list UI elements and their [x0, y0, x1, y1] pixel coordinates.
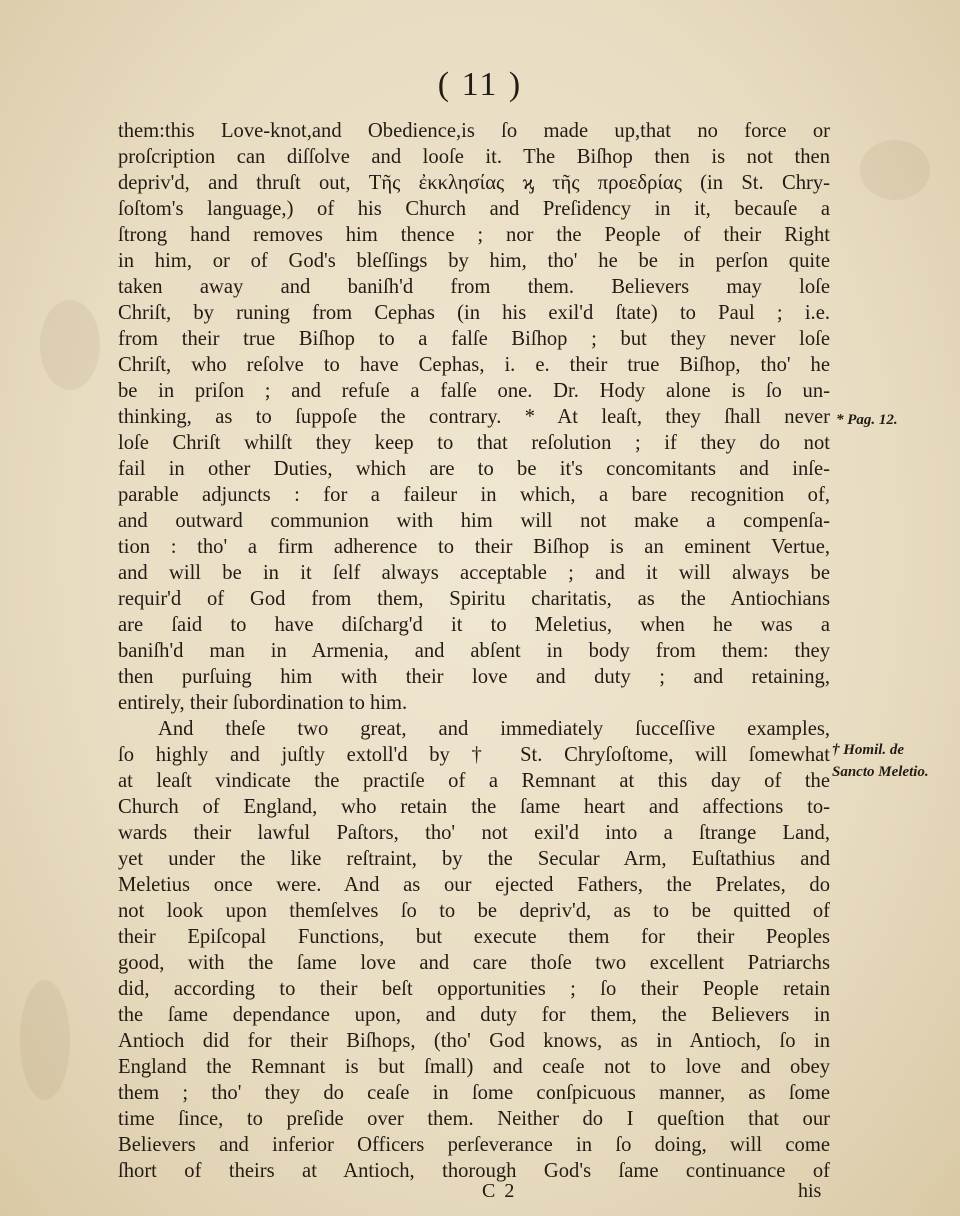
catchword: his: [798, 1180, 822, 1202]
text-line: Believers and inferior Officers perſeverance in ſo doing, will come: [118, 1134, 830, 1156]
text-line: from their true Biſhop to a falſe Biſhop ; but they never loſe: [118, 328, 830, 350]
text-line: loſe Chriſt whilſt they keep to that reſolution ; if they do not: [118, 432, 830, 454]
paper-stain: [40, 300, 100, 390]
text-line: good, with the ſame love and care thoſe two excellent Patriarchs: [118, 952, 830, 974]
text-line: be in priſon ; and refuſe a falſe one. Dr. Hody alone is ſo un-: [118, 380, 830, 402]
marginal-note: Sancto Meletio.: [832, 764, 929, 780]
text-line: thinking, as to ſuppoſe the contrary. * At leaſt, they ſhall never: [118, 406, 830, 428]
text-line: tion : tho' a firm adherence to their Biſhop is an eminent Vertue,: [118, 536, 830, 558]
text-line: and will be in it ſelf always acceptable ; and it will always be: [118, 562, 830, 584]
text-line: the ſame dependance upon, and duty for them, the Believers in: [118, 1004, 830, 1026]
text-line: England the Remnant is but ſmall) and ceaſe not to love and obey: [118, 1056, 830, 1078]
text-line: them:this Love-knot,and Obedience,is ſo made up,that no force or: [118, 120, 830, 142]
marginal-note: * Pag. 12.: [836, 412, 898, 428]
text-line: in him, or of God's bleſſings by him, tho' he be in perſon quite: [118, 250, 830, 272]
text-line: fail in other Duties, which are to be it's concomitants and inſe-: [118, 458, 830, 480]
text-line: then purſuing him with their love and duty ; and retaining,: [118, 666, 830, 688]
text-line: Antioch did for their Biſhops, (tho' God knows, as in Antioch, ſo in: [118, 1030, 830, 1052]
text-line: Chriſt, who reſolve to have Cephas, i. e. their true Biſhop, tho' he: [118, 354, 830, 376]
text-line: parable adjuncts : for a faileur in which, a bare recognition of,: [118, 484, 830, 506]
body-text: [118, 118, 830, 1184]
text-line: them ; tho' they do ceaſe in ſome conſpicuous manner, as ſome: [118, 1082, 830, 1104]
page-number: ( 11 ): [437, 66, 523, 103]
text-line: yet under the like reſtraint, by the Secular Arm, Euſtathius and: [118, 848, 830, 870]
text-line: and outward communion with him will not make a compenſa-: [118, 510, 830, 532]
text-line: not look upon themſelves ſo to be depriv'd, as to be quitted of: [118, 900, 830, 922]
text-line: taken away and baniſh'd from them. Believers may loſe: [118, 276, 830, 298]
text-line: ſtrong hand removes him thence ; nor the People of their Right: [118, 224, 830, 246]
text-line: ſhort of theirs at Antioch, thorough God's ſame continuance of: [118, 1160, 830, 1182]
text-line: Meletius once were. And as our ejected Fathers, the Prelates, do: [118, 874, 830, 896]
text-line: are ſaid to have diſcharg'd it to Meletius, when he was a: [118, 614, 830, 636]
text-line: requir'd of God from them, Spiritu charitatis, as the Antiochians: [118, 588, 830, 610]
text-line: at leaſt vindicate the practiſe of a Remnant at this day of the: [118, 770, 830, 792]
text-line: ſoſtom's language,) of his Church and Preſidency in it, becauſe a: [118, 198, 830, 220]
text-line: wards their lawful Paſtors, tho' not exil'd into a ſtrange Land,: [118, 822, 830, 844]
text-line: Church of England, who retain the ſame heart and affections to-: [118, 796, 830, 818]
paper-stain: [20, 980, 70, 1100]
text-line: proſcription can diſſolve and looſe it. The Biſhop then is not then: [118, 146, 830, 168]
text-line: Chriſt, by runing from Cephas (in his exil'd ſtate) to Paul ; i.e.: [118, 302, 830, 324]
text-line: time ſince, to preſide over them. Neither do I queſtion that our: [118, 1108, 830, 1130]
text-line: did, according to their beſt opportunities ; ſo their People retain: [118, 978, 830, 1000]
text-line: their Epiſcopal Functions, but execute them for their Peoples: [118, 926, 830, 948]
paper-stain: [860, 140, 930, 200]
text-line: entirely, their ſubordination to him.: [118, 692, 408, 714]
text-line: baniſh'd man in Armenia, and abſent in body from them: they: [118, 640, 830, 662]
text-line: depriv'd, and thruſt out, Τῆς ἐκκλησίας ϗ τῆς προεδρίας (in St. Chry-: [118, 172, 830, 194]
signature-mark: C 2: [482, 1180, 517, 1202]
marginal-note: † Homil. de: [832, 742, 905, 758]
text-line: And theſe two great, and immediately ſucceſſive examples,: [158, 718, 830, 740]
text-line: ſo highly and juſtly extoll'd by † St. Chryſoſtome, will ſomewhat: [118, 744, 830, 766]
